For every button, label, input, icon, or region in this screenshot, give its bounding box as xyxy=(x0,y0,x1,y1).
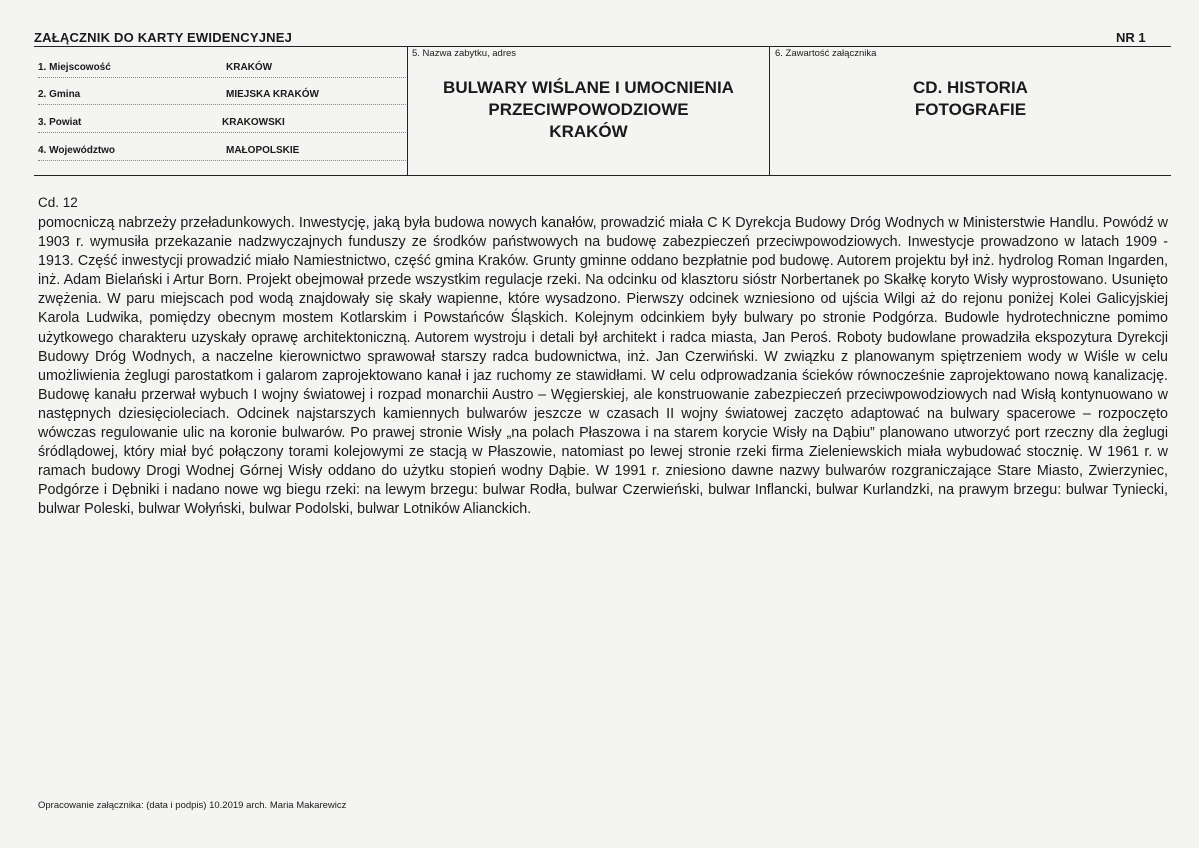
field-gmina xyxy=(38,77,406,105)
attachment-contents-line: CD. HISTORIA xyxy=(913,78,1028,97)
attachment-contents xyxy=(770,77,1171,121)
monument-name xyxy=(408,77,769,143)
monument-name-line: PRZECIWPOWODZIOWE xyxy=(488,100,689,119)
field-label: 1. Miejscowość xyxy=(38,62,111,73)
field-miejscowosc xyxy=(38,50,406,78)
header-bottom-rule xyxy=(34,175,1171,176)
field-label: 2. Gmina xyxy=(38,89,81,100)
header-top-rule xyxy=(34,46,1171,47)
field-value: MIEJSKA KRAKÓW xyxy=(226,89,319,100)
field-value: MAŁOPOLSKIE xyxy=(226,145,300,156)
field-wojewodztwo xyxy=(38,133,406,161)
document-title: ZAŁĄCZNIK DO KARTY EWIDENCYJNEJ xyxy=(34,30,293,45)
monument-name-line: BULWARY WIŚLANE I UMOCNIENIA xyxy=(443,78,734,97)
history-text: pomocniczą nabrzeży przeładunkowych. Inwestycję, jaką była budowa nowych kanałów, prowadzić miała C K Dyrekcja Budowy Dróg Wodnych w Ministerstwie Handlu. Powódź w 1903 r. wymusiła przekazanie nadzwyczajnych funduszy ze środków państwowych na budowę zabezpieczeń przeciwpowodziowych. Inwestycje prowadzono w latach 1909 - 1913. Część inwestycji prowadzić miało Namiestnictwo, część gmina Kraków. Grunty gminne oddano bezpłatnie pod budowę. Autorem projektu był inż. hydrolog Roman Ingarden, inż. Adam Bielański i Artur Born. Projekt obejmował przede wszystkim regulacje rzeki. Na odcinku od klasztoru sióstr Norbertanek po Skałkę koryto Wisły wyprostowano. Usunięto zwężenia. W paru miejscach pod wodą znajdowały się skały wapienne, które wysadzono. Pierwszy odcinek wzniesiono od ujścia Wilgi aż do rejonu poniżej Kolei Galicyjskiej Karola Ludwika, pomiędzy obecnym mostem Kotlarskim i Powstańców Śląskich. Kolejnym odcinkiem były bulwary po stronie Podgórza. Budowle hydrotechniczne pomimo użytkowego charakteru uzyskały oprawę architektoniczną. Autorem wystroju i detali był architekt i radca miasta, Jan Peroś. Roboty budowlane prowadziła ekspozytura Dyrekcji Budowy Dróg Wodnych, a naczelne kierownictwo sprawował starszy radca budownictwa, inż. Jan Czerwiński. W związku z planowanym spiętrzeniem wody w Wiśle w celu umożliwienia żeglugi parostatkom i galarom zaprojektowano kanał i jaz ruchomy ze stawidłami. W celu odprowadzania ścieków równocześnie zaprojektowano nową kanalizację. Budowę kanału przerwał wybuch I wojny światowej i rozpad monarchii Austro – Węgierskiej, ale konstruowanie zabezpieczeń przeciwpowodziowych nad Wisłą kontynuowano w następnych dziesięcioleciach. Odcinek najstarszych kamiennych bulwarów jeszcze w czasach II wojny światowej zaczęto adaptować na bulwary spacerowe – rozpoczęto wówczas regulowanie ulic na koronie bulwarów. Po prawej stronie Wisły „na polach Płaszowa i na starem korycie Wisły na Dąbiu” planowano utworzyć port rzeczny dla żeglugi śródlądowej, który miał być połączony torami kolejowymi ze stacją w Płaszowie, natomiast po lewej stronie rzeki firma Zieleniewskich miała wybudować stocznię. W 1961 r. w ramach budowy Drogi Wodnej Górnej Wisły oddano do użytku stopień wodny Dąbie. W 1991 r. zniesiono dawne nazwy bulwarów rozgraniczające Stare Miasto, Zwierzyniec, Podgórze i Dębniki i nadano nowe wg biegu rzeki: na lewym brzegu: bulwar Rodła, bulwar Czerwieński, bulwar Inflancki, bulwar Kurlandzki, na prawym brzegu: bulwar Tyniecki, bulwar Poleski, bulwar Wołyński, bulwar Podolski, bulwar Lotników Alianckich. xyxy=(38,215,1168,518)
monument-name-label: 5. Nazwa zabytku, adres xyxy=(412,48,517,59)
prepared-by: Opracowanie załącznika: (data i podpis) 10.2019 arch. Maria Makarewicz xyxy=(38,800,347,811)
attachment-contents-line: FOTOGRAFIE xyxy=(914,100,1027,119)
continuation-marker: Cd. 12 xyxy=(38,195,78,210)
dotted-rule xyxy=(38,160,406,161)
attachment-contents-label: 6. Zawartość załącznika xyxy=(775,48,877,59)
attachment-number: NR 1 xyxy=(1116,30,1146,45)
field-powiat xyxy=(38,105,406,133)
monument-location: KRAKÓW xyxy=(549,122,628,141)
field-value: KRAKÓW xyxy=(226,62,273,73)
field-value: KRAKOWSKI xyxy=(222,117,285,128)
field-label: 4. Województwo xyxy=(38,145,116,156)
field-label: 3. Powiat xyxy=(38,117,82,128)
